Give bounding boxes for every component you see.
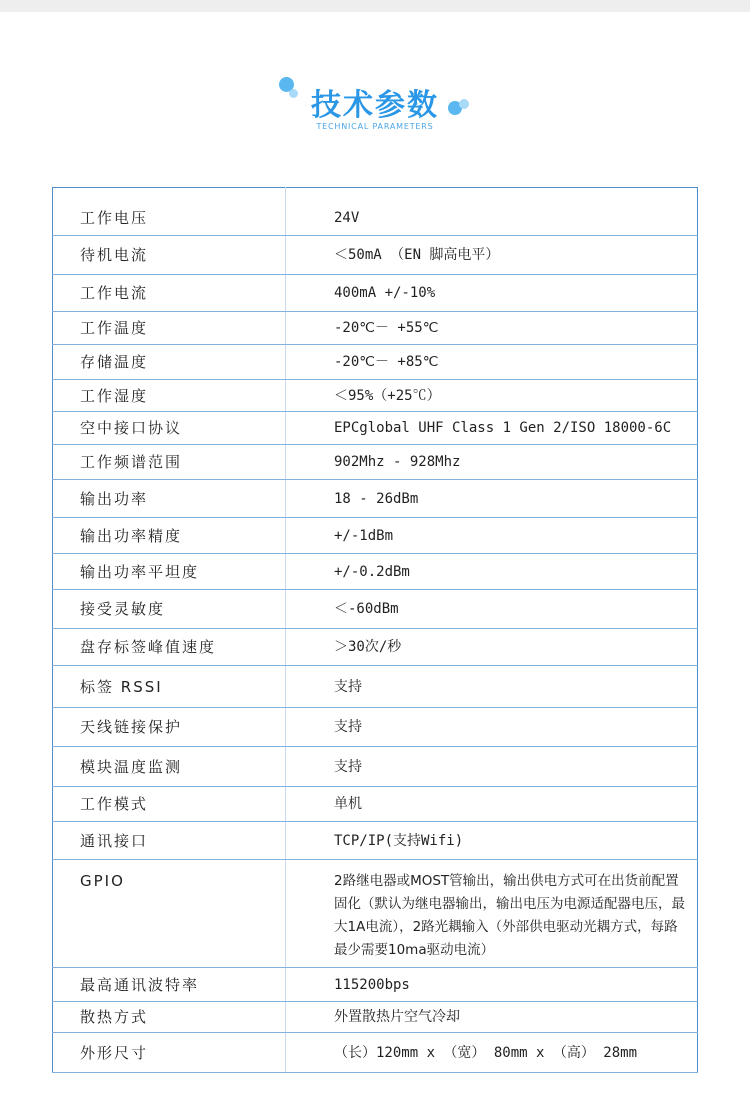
spec-value: 单机 [286, 787, 698, 822]
table-row [53, 666, 698, 708]
spec-label: 最高通讯波特率 [53, 968, 286, 1002]
spec-label: 待机电流 [53, 236, 286, 275]
table-row [53, 747, 698, 787]
spec-label: GPIO [53, 860, 286, 968]
table-row [53, 236, 698, 275]
spec-label: 天线链接保护 [53, 708, 286, 747]
spec-value: ＜50mA （EN 脚高电平） [286, 236, 698, 275]
spec-value: ＞30次/秒 [286, 629, 698, 666]
spec-label: 输出功率 [53, 480, 286, 518]
spec-label: 散热方式 [53, 1002, 286, 1033]
spec-value: +/-1dBm [286, 518, 698, 554]
spec-value: -20℃－ +85℃ [286, 345, 698, 380]
spec-label: 工作电流 [53, 275, 286, 312]
table-row [53, 787, 698, 822]
table-row [53, 860, 698, 968]
spec-value: 2路继电器或MOST管输出，输出供电方式可在出货前配置固化（默认为继电器输出，输出电压为电源适配器电压，最大1A电流），2路光耦输入（外部供电驱动光耦方式，每路最少需要10ma驱动电流） [286, 860, 698, 968]
spec-value: 支持 [286, 666, 698, 708]
table-row [53, 1002, 698, 1033]
table-row [53, 345, 698, 380]
spec-label: 工作频谱范围 [53, 445, 286, 480]
spec-value: ＜95%（+25℃） [286, 380, 698, 412]
spec-value: 115200bps [286, 968, 698, 1002]
spec-label: 接受灵敏度 [53, 590, 286, 629]
spec-label: 外形尺寸 [53, 1033, 286, 1073]
table-row [53, 968, 698, 1002]
spec-label: 输出功率精度 [53, 518, 286, 554]
table-row [53, 312, 698, 345]
table-row [53, 1033, 698, 1073]
spec-value: 400mA +/-10% [286, 275, 698, 312]
table-row [53, 590, 698, 629]
table-row [53, 480, 698, 518]
spec-label: 工作温度 [53, 312, 286, 345]
spec-value: （长）120mm x （宽） 80mm x （高） 28mm [286, 1033, 698, 1073]
spec-label: 盘存标签峰值速度 [53, 629, 286, 666]
spec-value: 24V [286, 188, 698, 236]
spec-value: TCP/IP(支持Wifi) [286, 822, 698, 860]
table-row [53, 822, 698, 860]
table-row [53, 445, 698, 480]
spec-label: 标签 RSSI [53, 666, 286, 708]
section-header [0, 74, 750, 136]
bubble-decoration-icon [459, 99, 469, 109]
table-row [53, 188, 698, 236]
spec-value: 支持 [286, 747, 698, 787]
spec-label: 工作模式 [53, 787, 286, 822]
table-row [53, 275, 698, 312]
spec-label: 空中接口协议 [53, 412, 286, 445]
spec-label: 存储温度 [53, 345, 286, 380]
spec-label: 通讯接口 [53, 822, 286, 860]
table-row [53, 554, 698, 590]
spec-label: 输出功率平坦度 [53, 554, 286, 590]
section-subtitle: TECHNICAL PARAMETERS [316, 122, 434, 131]
spec-value: 902Mhz - 928Mhz [286, 445, 698, 480]
table-row [53, 708, 698, 747]
spec-value: 支持 [286, 708, 698, 747]
table-row [53, 412, 698, 445]
spec-value: 外置散热片空气冷却 [286, 1002, 698, 1033]
spec-value: -20℃－ +55℃ [286, 312, 698, 345]
spec-label: 工作湿度 [53, 380, 286, 412]
table-row [53, 380, 698, 412]
section-title: 技术参数 [311, 88, 439, 123]
spec-table [52, 187, 698, 1073]
spec-value: +/-0.2dBm [286, 554, 698, 590]
spec-label: 工作电压 [53, 188, 286, 236]
table-row [53, 518, 698, 554]
spec-value: ＜-60dBm [286, 590, 698, 629]
spec-value: 18 - 26dBm [286, 480, 698, 518]
spec-value: EPCglobal UHF Class 1 Gen 2/ISO 18000-6C [286, 412, 698, 445]
top-bar [0, 0, 750, 12]
spec-label: 模块温度监测 [53, 747, 286, 787]
table-row [53, 629, 698, 666]
